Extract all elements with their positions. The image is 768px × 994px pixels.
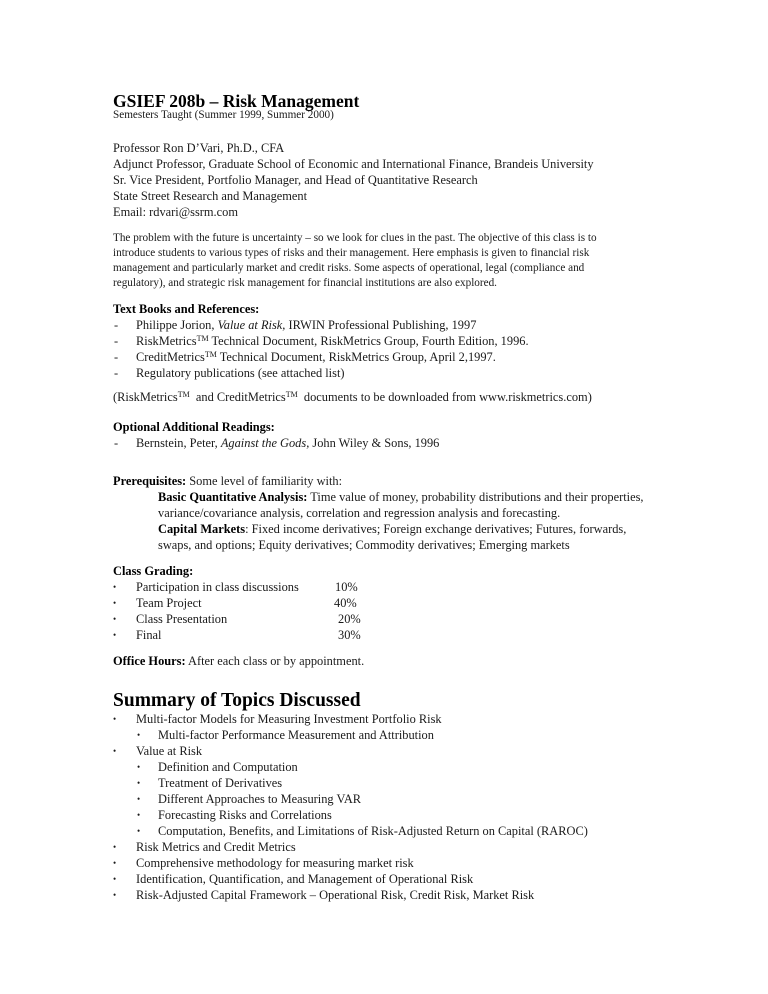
download-note: (RiskMetrics™ and CreditMetrics™ documents to be downloaded from www.riskmetrics.com) [113, 390, 592, 404]
dash-marker: - [114, 318, 119, 332]
dash-marker: - [114, 350, 119, 364]
bullet-marker: • [113, 714, 117, 724]
bullet-marker: • [113, 598, 117, 608]
prerequisites-intro: Prerequisites: Some level of familiarity with: [113, 474, 343, 488]
bullet-marker: • [137, 794, 141, 804]
intro-line: regulatory), and strategic risk management for financial institutions are also explored. [113, 277, 497, 289]
bullet-marker: • [137, 826, 141, 836]
textbooks-heading: Text Books and References: [113, 302, 260, 316]
topic-text: Multi-factor Models for Measuring Investment Portfolio Risk [136, 712, 442, 726]
topic-text: Comprehensive methodology for measuring market risk [136, 856, 414, 870]
bullet-marker: • [113, 746, 117, 756]
grading-label: Participation in class discussions [136, 580, 299, 594]
topic-text: Identification, Quantification, and Management of Operational Risk [136, 872, 474, 886]
prereq-markets-line2: swaps, and options; Equity derivatives; Commodity derivatives; Emerging markets [158, 538, 570, 552]
grading-weight: 40% [334, 596, 357, 610]
bullet-marker: • [113, 630, 117, 640]
instructor-line: Sr. Vice President, Portfolio Manager, and Head of Quantitative Research [113, 173, 478, 187]
topic-text: Risk Metrics and Credit Metrics [136, 840, 296, 854]
topics-heading: Summary of Topics Discussed [113, 690, 361, 711]
grading-label: Final [136, 628, 162, 642]
bullet-marker: • [113, 582, 117, 592]
instructor-line: State Street Research and Management [113, 189, 308, 203]
dash-marker: - [114, 334, 119, 348]
bullet-marker: • [113, 874, 117, 884]
grading-weight: 30% [338, 628, 361, 642]
prereq-quant-line2: variance/covariance analysis, correlation and regression analysis and forecasting. [158, 506, 561, 520]
instructor-name: Professor Ron D’Vari, Ph.D., CFA [113, 141, 285, 155]
trademark-superscript: TM [204, 350, 217, 359]
grading-label: Team Project [136, 596, 202, 610]
topic-text: Computation, Benefits, and Limitations of Risk-Adjusted Return on Capital (RAROC) [158, 824, 588, 838]
page-title: GSIEF 208b – Risk Management [113, 91, 360, 111]
bullet-marker: • [137, 778, 141, 788]
prereq-quant-line1: Basic Quantitative Analysis: Time value of money, probability distributions and their properties, [158, 490, 644, 504]
intro-line: The problem with the future is uncertainty – so we look for clues in the past. The objective of this class is to [113, 232, 597, 244]
dash-marker: - [114, 366, 119, 380]
email-link[interactable]: rdvari@ssrm.com [149, 205, 238, 219]
bullet-marker: • [113, 614, 117, 624]
trademark-superscript: TM [196, 334, 209, 343]
optional-heading: Optional Additional Readings: [113, 420, 275, 434]
topic-text: Value at Risk [136, 744, 203, 758]
grading-heading: Class Grading: [113, 564, 194, 578]
page-subtitle: Semesters Taught (Summer 1999, Summer 2000) [113, 109, 334, 121]
prereq-markets-line1: Capital Markets: Fixed income derivatives; Foreign exchange derivatives; Futures, forwards, [158, 522, 627, 536]
instructor-email-row [113, 205, 238, 221]
topic-text: Definition and Computation [158, 760, 298, 774]
bullet-marker: • [113, 842, 117, 852]
topic-text: Treatment of Derivatives [158, 776, 283, 790]
office-hours: Office Hours: After each class or by appointment. [113, 654, 365, 668]
bullet-marker: • [137, 810, 141, 820]
intro-line: introduce students to various types of risks and their management. Here emphasis is given to financial risk [113, 247, 590, 259]
bullet-marker: • [113, 858, 117, 868]
bullet-marker: • [113, 890, 117, 900]
topic-text: Multi-factor Performance Measurement and Attribution [158, 728, 434, 742]
dash-marker: - [114, 436, 119, 450]
grading-weight: 10% [335, 580, 358, 594]
email-label: Email: [113, 205, 150, 219]
topic-text: Forecasting Risks and Correlations [158, 808, 332, 822]
bullet-marker: • [137, 762, 141, 772]
instructor-line: Adjunct Professor, Graduate School of Economic and International Finance, Brandeis University [113, 157, 594, 171]
grading-label: Class Presentation [136, 612, 228, 626]
topic-text: Different Approaches to Measuring VAR [158, 792, 362, 806]
topic-text: Risk-Adjusted Capital Framework – Operational Risk, Credit Risk, Market Risk [136, 888, 535, 902]
intro-line: management and particularly market and credit risks. Some aspects of operational, legal (compliance and [113, 262, 585, 274]
grading-weight: 20% [338, 612, 361, 626]
bullet-marker: • [137, 730, 141, 740]
